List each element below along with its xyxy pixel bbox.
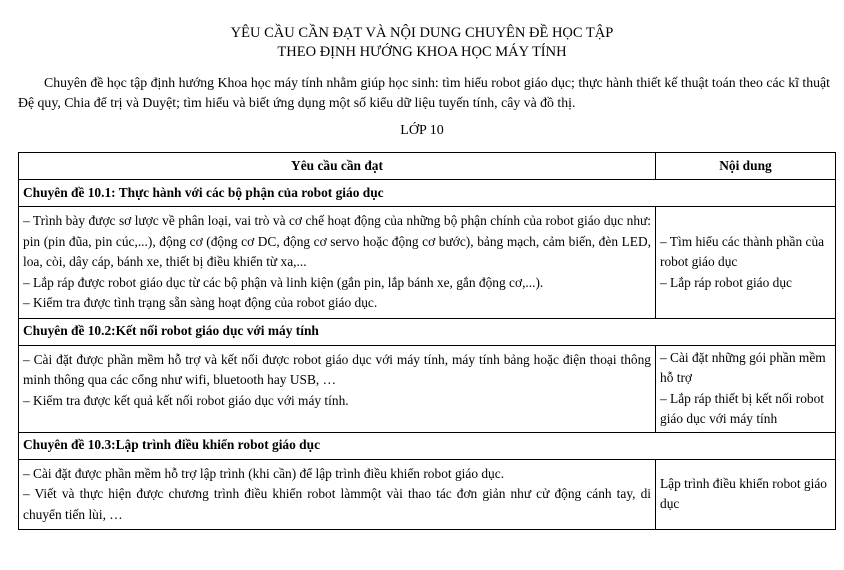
- section-title: Chuyên đề 10.3:Lập trình điều khiển robot giáo dục: [19, 432, 836, 459]
- requirements-cell: [19, 459, 656, 530]
- content-item: – Lắp ráp robot giáo dục: [660, 274, 793, 290]
- header-content: Nội dung: [656, 153, 836, 180]
- content-item: – Lắp ráp thiết bị kết nối robot giáo dục với máy tính: [660, 390, 824, 426]
- table-header-row: [19, 153, 836, 180]
- requirement-item: – Trình bày được sơ lược về phân loại, vai trò và cơ chế hoạt động của những bộ phận chính của robot giáo dục như: pin (pin đũa, pin cúc,...), động cơ (động cơ DC, động cơ servo hoặc động cơ bước), bảng mạch, cảm biến, đèn LED, loa, còi, dây cáp, bánh xe, thiết bị điều khiển từ xa,...: [23, 213, 651, 269]
- curriculum-table: [18, 152, 836, 530]
- requirement-item: – Lắp ráp được robot giáo dục từ các bộ phận và linh kiện (gắn pin, lắp bánh xe, gắn động cơ,...).: [23, 274, 544, 290]
- document-title-line-1: YÊU CẦU CẦN ĐẠT VÀ NỘI DUNG CHUYÊN ĐỀ HỌC TẬP: [230, 25, 614, 41]
- section-row: [19, 180, 836, 207]
- content-cell: [656, 345, 836, 432]
- content-cell: [656, 459, 836, 530]
- requirement-item: – Viết và thực hiện được chương trình điều khiển robot làmmột vài thao tác đơn giản như cử động cánh tay, di chuyển tiến lùi, …: [23, 486, 651, 522]
- section-row: [19, 318, 836, 345]
- table-row: [19, 459, 836, 530]
- header-requirements: Yêu cầu cần đạt: [19, 153, 656, 180]
- document-title-line-2: THEO ĐỊNH HƯỚNG KHOA HỌC MÁY TÍNH: [277, 44, 567, 60]
- table-row: [19, 345, 836, 432]
- requirements-cell: [19, 345, 656, 432]
- section-title: Chuyên đề 10.1: Thực hành với các bộ phận của robot giáo dục: [19, 180, 836, 207]
- table-row: [19, 207, 836, 319]
- requirement-item: – Cài đặt được phần mềm hỗ trợ và kết nối được robot giáo dục với máy tính, máy tính bảng hoặc điện thoại thông minh thông qua các cổng như wifi, bluetooth hay USB, …: [23, 351, 651, 387]
- section-row: [19, 432, 836, 459]
- requirements-cell: [19, 207, 656, 319]
- content-item: – Tìm hiểu các thành phần của robot giáo dục: [660, 233, 825, 269]
- requirement-item: – Cài đặt được phần mềm hỗ trợ lập trình (khi cần) để lập trình điều khiển robot giáo dục.: [23, 465, 505, 481]
- grade-heading: LỚP 10: [400, 123, 444, 138]
- requirement-item: – Kiểm tra được tình trạng sẵn sàng hoạt động của robot giáo dục.: [23, 295, 378, 310]
- content-item: Lập trình điều khiển robot giáo dục: [660, 475, 827, 512]
- content-cell: [656, 207, 836, 319]
- section-title: Chuyên đề 10.2:Kết nối robot giáo dục với máy tính: [19, 318, 836, 345]
- requirement-item: – Kiểm tra được kết quả kết nối robot giáo dục với máy tính.: [23, 392, 349, 408]
- content-item: – Cài đặt những gói phần mềm hỗ trợ: [660, 349, 826, 385]
- intro-paragraph: Chuyên đề học tập định hướng Khoa học máy tính nhằm giúp học sinh: tìm hiểu robot giáo dục; thực hành thiết kế thuật toán theo các kĩ thuật Đệ quy, Chia để trị và Duyệt; tìm hiểu và biết ứng dụng một số kiểu dữ liệu tuyến tính, cây và đồ thị.: [18, 75, 830, 110]
